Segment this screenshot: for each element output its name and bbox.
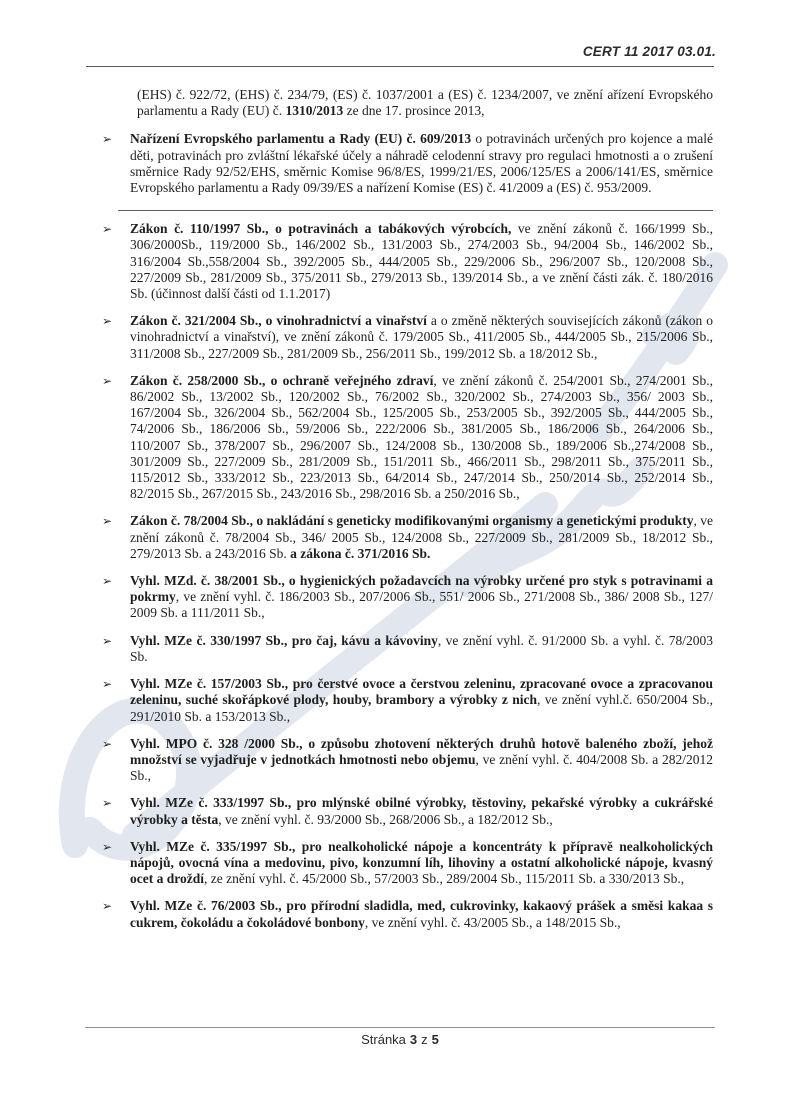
footer-page-number: 3	[409, 1032, 418, 1047]
arrow-bullet-icon: ➢	[102, 373, 113, 388]
regulation-text: Vyhl. MZd. č. 38/2001 Sb., o hygienických požadavcích na výrobky určené pro styk s potravinami a pokrmy, ve znění vyhl. č. 186/2003 Sb., 207/2006 Sb., 551/ 2006 Sb., 271/2008 Sb., 386/ 2008 Sb., 127/ 2009 Sb. a 111/2011 Sb.,	[130, 573, 713, 621]
section-divider	[118, 210, 713, 211]
regulation-item	[102, 513, 713, 562]
regulation-item	[102, 131, 713, 196]
regulation-item	[102, 839, 713, 888]
arrow-bullet-icon: ➢	[102, 574, 113, 589]
regulation-item	[102, 633, 713, 665]
footer-prefix: Stránka	[361, 1032, 406, 1047]
regulation-item	[102, 573, 713, 622]
regulation-item	[102, 795, 713, 827]
regulation-item	[102, 676, 713, 725]
page-footer	[0, 1032, 800, 1047]
regulation-item	[102, 313, 713, 362]
arrow-bullet-icon: ➢	[102, 736, 113, 751]
header-divider	[86, 66, 714, 67]
regulation-item	[102, 221, 713, 302]
arrow-bullet-icon: ➢	[102, 633, 113, 648]
arrow-bullet-icon: ➢	[102, 132, 113, 147]
arrow-bullet-icon: ➢	[102, 514, 113, 529]
national-regulation-list	[102, 221, 713, 931]
eu-regulation-list	[102, 131, 713, 196]
regulation-text: Vyhl. MZe č. 76/2003 Sb., pro přírodní sladidla, med, cukrovinky, kakaový prášek a směsi kakaa s cukrem, čokoládu a čokoládové bonbony, ve znění vyhl. č. 43/2005 Sb., a 148/2015 Sb.,	[130, 898, 713, 930]
regulation-text: Nařízení Evropského parlamentu a Rady (EU) č. 609/2013 o potravinách určených pro kojence a malé děti, potravinách pro zvláštní lékařské účely a náhradě celodenní stravy pro regulaci hmotnosti a o zrušení směrnice Rady 92/52/EHS, směrnic Komise 96/8/ES, 1999/21/ES, 2006/125/ES a 2006/141/ES, směrnice Evropského parlamentu a Rady 09/39/ES a nařízení Komise (ES) č. 41/2009 a (ES) č. 953/2009.	[130, 131, 713, 196]
regulation-item	[102, 736, 713, 785]
arrow-bullet-icon: ➢	[102, 899, 113, 914]
regulation-item	[102, 373, 713, 503]
arrow-bullet-icon: ➢	[102, 314, 113, 329]
regulation-text: Vyhl. MZe č. 157/2003 Sb., pro čerstvé ovoce a čerstvou zeleninu, zpracované ovoce a zpracovanou zeleninu, suché skořápkové plody, houby, brambory a výrobky z nich, ve znění vyhl.č. 650/2004 Sb., 291/2010 Sb. a 153/2013 Sb.,	[130, 676, 713, 724]
intro-paragraph: (EHS) č. 922/72, (EHS) č. 234/79, (ES) č. 1037/2001 a (ES) č. 1234/2007, ve znění ařízení Evropského parlamentu a Rady (EU) č. 1310/2013 ze dne 17. prosince 2013,	[137, 87, 713, 119]
regulation-text: Vyhl. MZe č. 330/1997 Sb., pro čaj, kávu a kávoviny, ve znění vyhl. č. 91/2000 Sb. a vyhl. č. 78/2003 Sb.	[130, 632, 713, 664]
document-body	[102, 87, 713, 942]
regulation-item	[102, 898, 713, 930]
regulation-text: Zákon č. 110/1997 Sb., o potravinách a tabákových výrobcích, ve znění zákonů č. 166/1999 Sb., 306/2000Sb., 119/2000 Sb., 146/2002 Sb., 131/2003 Sb., 274/2003 Sb., 94/2004 Sb., 146/2002 Sb., 316/2004 Sb.,558/2004 Sb., 392/2005 Sb., 444/2005 Sb., 229/2006 Sb., 296/2007 Sb., 120/2008 Sb., 227/2009 Sb., 281/2009 Sb., 375/2011 Sb., 279/2013 Sb., 139/2014 Sb., a ve znění části zák. č. 180/2016 Sb. (účinnost další části od 1.1.2017)	[130, 221, 713, 302]
regulation-text: Vyhl. MZe č. 335/1997 Sb., pro nealkoholické nápoje a koncentráty k přípravě nealkoholických nápojů, ovocná vína a medovinu, pivo, konzumní líh, lihoviny a ostatní alkoholické nápoje, kvasný ocet a droždí, ze znění vyhl. č. 45/2000 Sb., 57/2003 Sb., 289/2004 Sb., 115/2011 Sb. a 330/2013 Sb.,	[130, 838, 713, 887]
arrow-bullet-icon: ➢	[102, 677, 113, 692]
footer-page-total: 5	[431, 1032, 439, 1047]
regulation-text: Zákon č. 258/2000 Sb., o ochraně veřejného zdraví, ve znění zákonů č. 254/2001 Sb., 274/2001 Sb., 86/2002 Sb., 13/2002 Sb., 120/2002 Sb., 76/2002 Sb., 320/2002 Sb., 274/2003 Sb., 356/ 2003 Sb., 167/2004 Sb., 326/2004 Sb., 562/2004 Sb., 125/2005 Sb., 253/2005 Sb., 392/2005 Sb., 444/2005 Sb., 74/2006 Sb., 186/2006 Sb., 59/2006 Sb., 222/2006 Sb., 381/2005 Sb., 186/2006 Sb., 264/2006 Sb., 110/2007 Sb., 378/2007 Sb., 296/2007 Sb., 124/2008 Sb., 130/2008 Sb., 189/2006 Sb.,274/2008 Sb., 301/2009 Sb., 227/2009 Sb., 281/2009 Sb., 151/2011 Sb., 466/2011 Sb., 298/2011 Sb., 375/2011 Sb., 115/2012 Sb., 333/2012 Sb., 223/2013 Sb., 64/2014 Sb., 247/2014 Sb., 250/2014 Sb., 252/2014 Sb., 82/2015 Sb., 267/2015 Sb., 243/2016 Sb., 298/2016 Sb. a 250/2016 Sb.,	[130, 372, 713, 502]
regulation-text: Zákon č. 321/2004 Sb., o vinohradnictví a vinařství a o změně některých souvisejících zákonů (zákon o vinohradnictví a vinařství), ve znění zákonů č. 179/2005 Sb., 411/2005 Sb., 444/2005 Sb., 215/2006 Sb., 311/2008 Sb., 227/2009 Sb., 281/2009 Sb., 256/2011 Sb., 199/2012 Sb. a 18/2012 Sb.,	[130, 313, 713, 361]
footer-of-word: z	[421, 1032, 428, 1047]
arrow-bullet-icon: ➢	[102, 796, 113, 811]
arrow-bullet-icon: ➢	[102, 839, 113, 854]
regulation-text: Zákon č. 78/2004 Sb., o nakládání s geneticky modifikovanými organismy a genetickými produkty, ve znění zákonů č. 78/2004 Sb., 346/ 2005 Sb., 124/2008 Sb., 227/2009 Sb., 281/2009 Sb., 18/2012 Sb., 279/2013 Sb. a 243/2016 Sb. a zákona č. 371/2016 Sb.	[130, 513, 713, 561]
footer-divider	[85, 1027, 715, 1028]
regulation-text: Vyhl. MPO č. 328 /2000 Sb., o způsobu zhotovení některých druhů hotově baleného zboží, jehož množství se vyjadřuje v jednotkách hmotnosti nebo objemu, ve znění vyhl. č. 404/2008 Sb. a 282/2012 Sb.,	[130, 735, 713, 784]
arrow-bullet-icon: ➢	[102, 222, 113, 237]
regulation-text: Vyhl. MZe č. 333/1997 Sb., pro mlýnské obilné výrobky, těstoviny, pekařské výrobky a cukrářské výrobky a těsta, ve znění vyhl. č. 93/2000 Sb., 268/2006 Sb., a 182/2012 Sb.,	[130, 795, 713, 827]
document-code: CERT 11 2017 03.01.	[582, 44, 716, 59]
